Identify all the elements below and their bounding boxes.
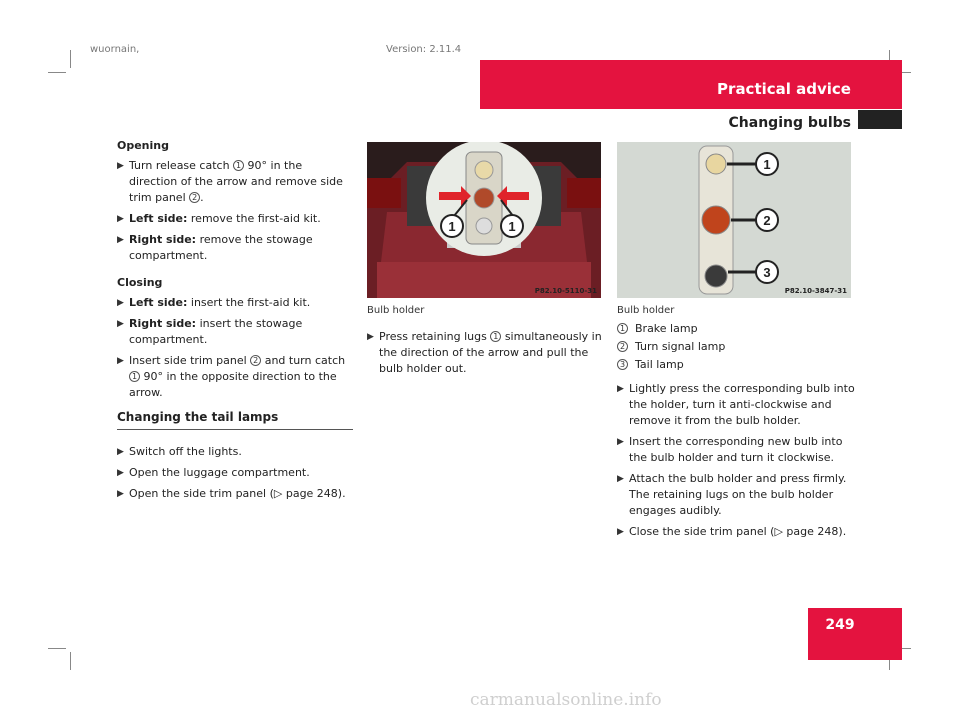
page-ref-icon: ▷ bbox=[774, 525, 783, 538]
arrow-bullet-icon: ▶ bbox=[617, 527, 624, 537]
bulb-holder-illustration bbox=[617, 142, 851, 298]
figure-code: P82.10-5110-31 bbox=[534, 287, 597, 295]
column-right bbox=[617, 303, 855, 545]
callout-1-label: 1 bbox=[763, 157, 771, 172]
step-item: ▶ Left side: insert the first-aid kit. bbox=[117, 296, 311, 309]
step-item: ▶ Turn release catch 1 90° in the direction of the arrow and remove side trim panel 2 . bbox=[117, 159, 343, 204]
crop-mark bbox=[48, 648, 66, 649]
section-heading: Changing the tail lamps bbox=[117, 409, 353, 430]
arrow-bullet-icon: ▶ bbox=[117, 356, 124, 366]
callout-1-icon: 1 bbox=[129, 371, 140, 382]
callout-2-icon: 2 bbox=[250, 355, 261, 366]
page-number-band bbox=[808, 608, 902, 660]
step-item: ▶ Open the side trim panel (▷ page 248). bbox=[117, 487, 346, 500]
step-item: ▶ Right side: insert the stowage compartment. bbox=[117, 317, 303, 346]
arrow-bullet-icon: ▶ bbox=[367, 332, 374, 342]
arrow-bullet-icon: ▶ bbox=[117, 214, 124, 224]
callout-1-icon: 1 bbox=[233, 160, 244, 171]
page-ref-icon: ▷ bbox=[273, 487, 283, 500]
car-rear-illustration bbox=[367, 142, 601, 298]
step-item: ▶ Close the side trim panel (▷ page 248). bbox=[617, 525, 847, 538]
figure-caption: Bulb holder bbox=[367, 305, 425, 316]
step-item: ▶ Right side: remove the stowage compartment. bbox=[117, 233, 313, 262]
watermark: carmanualsonline.info bbox=[470, 690, 662, 710]
legend-item: 2 Turn signal lamp bbox=[617, 339, 855, 355]
section-title: Practical advice bbox=[717, 80, 851, 98]
arrow-bullet-icon: ▶ bbox=[617, 474, 624, 484]
callout-1-label: 1 bbox=[448, 219, 456, 234]
arrow-bullet-icon: ▶ bbox=[117, 468, 124, 478]
column-left bbox=[117, 138, 353, 507]
step-item: ▶ Lightly press the corresponding bulb into the holder, turn it anti-clockwise and remove it from the bulb holder. bbox=[617, 382, 855, 427]
step-item: ▶ Attach the bulb holder and press firmly. The retaining lugs on the bulb holder engages audibly. bbox=[617, 472, 847, 517]
crop-mark bbox=[48, 72, 66, 73]
arrow-bullet-icon: ▶ bbox=[117, 298, 124, 308]
arrow-bullet-icon: ▶ bbox=[117, 235, 124, 245]
header-marker-block bbox=[858, 110, 902, 129]
arrow-bullet-icon: ▶ bbox=[117, 489, 124, 499]
arrow-bullet-icon: ▶ bbox=[117, 447, 124, 457]
callout-1-label: 1 bbox=[508, 219, 516, 234]
arrow-bullet-icon: ▶ bbox=[617, 437, 624, 447]
opening-label: Opening bbox=[117, 139, 169, 152]
bulb-holder-photo-car bbox=[367, 142, 601, 298]
callout-3-label: 3 bbox=[763, 265, 771, 280]
callout-2-icon: 2 bbox=[189, 192, 200, 203]
step-item: ▶ Open the luggage compartment. bbox=[117, 466, 310, 479]
arrow-bullet-icon: ▶ bbox=[117, 161, 124, 171]
print-meta-right: Version: 2.11.4 bbox=[386, 44, 462, 55]
step-item: ▶ Insert the corresponding new bulb into the bulb holder and turn it clockwise. bbox=[617, 435, 843, 464]
arrow-bullet-icon: ▶ bbox=[617, 384, 624, 394]
step-item: ▶ Insert side trim panel 2 and turn catch 1 90° in the opposite direction to the arrow. bbox=[117, 354, 346, 399]
step-item: ▶ Left side: remove the first-aid kit. bbox=[117, 212, 321, 225]
callout-1-icon: 1 bbox=[490, 331, 501, 342]
callout-3-icon: 3 bbox=[617, 359, 628, 370]
closing-label: Closing bbox=[117, 276, 163, 289]
callout-1-icon: 1 bbox=[617, 323, 628, 334]
subsection-title: Changing bulbs bbox=[728, 115, 851, 131]
figure-caption: Bulb holder bbox=[617, 305, 675, 316]
step-item: ▶ Press retaining lugs 1 simultaneously in the direction of the arrow and pull the bulb holder out. bbox=[367, 330, 602, 375]
callout-2-label: 2 bbox=[763, 213, 771, 228]
figure-code: P82.10-3847-31 bbox=[784, 287, 847, 295]
crop-mark bbox=[70, 652, 71, 670]
crop-mark bbox=[70, 50, 71, 68]
arrow-bullet-icon: ▶ bbox=[117, 319, 124, 329]
legend-item: 3 Tail lamp bbox=[617, 357, 855, 373]
page-number: 249 bbox=[825, 617, 855, 633]
print-meta-left: wuornain, bbox=[90, 44, 140, 55]
column-middle bbox=[367, 303, 603, 382]
bulb-holder-photo bbox=[617, 142, 851, 298]
callout-2-icon: 2 bbox=[617, 341, 628, 352]
legend-item: 1 Brake lamp bbox=[617, 321, 855, 337]
step-item: ▶ Switch off the lights. bbox=[117, 445, 242, 458]
